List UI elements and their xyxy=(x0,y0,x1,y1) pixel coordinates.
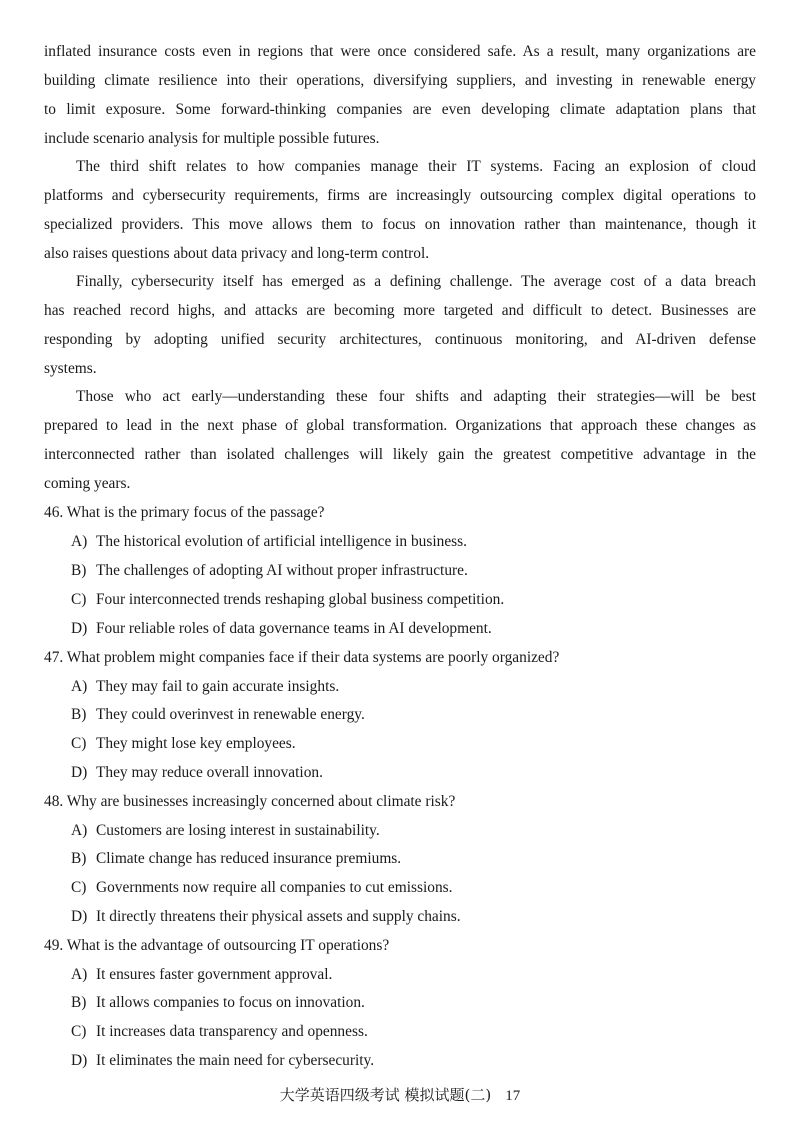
option-text: Four reliable roles of data governance teams in AI development. xyxy=(96,620,492,637)
text-line: interconnected rather than isolated challenges will likely gain the greatest competitive advantage in the xyxy=(44,446,756,463)
option-letter: C) xyxy=(71,735,87,752)
question-48-option-a xyxy=(71,816,761,845)
text-line: to limit exposure. Some forward-thinking companies are even developing climate adaptation plans that xyxy=(44,101,756,118)
text-line: specialized providers. This move allows them to focus on innovation rather than maintenance, though it xyxy=(44,216,756,233)
option-letter: D) xyxy=(71,1052,88,1069)
question-47-option-d xyxy=(71,758,761,787)
option-letter: C) xyxy=(71,1023,87,1040)
option-text: Customers are losing interest in sustainability. xyxy=(96,822,380,839)
text-line: has reached record highs, and attacks are becoming more targeted and difficult to detect. Businesses are xyxy=(44,302,756,319)
question-47-option-a xyxy=(71,672,761,701)
option-letter: B) xyxy=(71,562,87,579)
text-line: Finally, cybersecurity itself has emerged as a defining challenge. The average cost of a data breach xyxy=(76,273,756,290)
option-letter: A) xyxy=(71,533,88,550)
option-text: It eliminates the main need for cybersecurity. xyxy=(96,1052,375,1069)
question-48-stem: 48. Why are businesses increasingly concerned about climate risk? xyxy=(44,793,456,810)
question-46-option-c xyxy=(71,585,761,614)
text-line: include scenario analysis for multiple possible futures. xyxy=(44,130,380,147)
option-text: It increases data transparency and openness. xyxy=(96,1023,368,1040)
question-47-option-c xyxy=(71,729,761,758)
text-line: platforms and cybersecurity requirements, firms are increasingly outsourcing complex digital operations to xyxy=(44,187,756,204)
option-letter: C) xyxy=(71,591,87,608)
question-47-option-b xyxy=(71,700,761,729)
option-text: It ensures faster government approval. xyxy=(96,966,333,983)
option-letter: C) xyxy=(71,879,87,896)
option-text: Climate change has reduced insurance premiums. xyxy=(96,850,402,867)
text-line: coming years. xyxy=(44,475,131,492)
question-49-option-a xyxy=(71,960,761,989)
option-text: It directly threatens their physical assets and supply chains. xyxy=(96,908,461,925)
question-46-option-d xyxy=(71,614,761,643)
option-letter: D) xyxy=(71,764,88,781)
text-line: systems. xyxy=(44,360,97,377)
option-letter: A) xyxy=(71,822,88,839)
option-letter: A) xyxy=(71,966,88,983)
option-text: They might lose key employees. xyxy=(96,735,296,752)
option-letter: D) xyxy=(71,620,88,637)
question-49-stem: 49. What is the advantage of outsourcing IT operations? xyxy=(44,937,390,954)
question-49-option-b xyxy=(71,988,761,1017)
text-line: The third shift relates to how companies manage their IT systems. Facing an explosion of cloud xyxy=(76,158,756,175)
footer-exam-title: 大学英语四级考试 模拟试题(二) xyxy=(279,1086,492,1104)
page-footer xyxy=(0,1081,800,1110)
option-text: They could overinvest in renewable energy. xyxy=(96,706,365,723)
option-letter: B) xyxy=(71,850,87,867)
text-line: responding by adopting unified security architectures, continuous monitoring, and AI-driven defense xyxy=(44,331,756,348)
question-48-option-b xyxy=(71,844,761,873)
question-46-stem: 46. What is the primary focus of the passage? xyxy=(44,504,325,521)
option-text: Four interconnected trends reshaping global business competition. xyxy=(96,591,505,608)
option-letter: D) xyxy=(71,908,88,925)
option-text: They may reduce overall innovation. xyxy=(96,764,323,781)
option-letter: B) xyxy=(71,706,87,723)
question-47-stem: 47. What problem might companies face if their data systems are poorly organized? xyxy=(44,649,560,666)
question-48-option-d xyxy=(71,902,761,931)
passage-paragraph-4 xyxy=(44,382,756,498)
option-text: The historical evolution of artificial intelligence in business. xyxy=(96,533,467,550)
text-line: inflated insurance costs even in regions that were once considered safe. As a result, many organizations are xyxy=(44,43,756,60)
passage-paragraph-1 xyxy=(44,37,756,153)
option-text: It allows companies to focus on innovation. xyxy=(96,994,365,1011)
page-number: 17 xyxy=(505,1088,521,1104)
option-letter: B) xyxy=(71,994,87,1011)
text-line: Those who act early—understanding these four shifts and adapting their strategies—will be best xyxy=(76,388,756,405)
passage-paragraph-2 xyxy=(44,152,756,268)
text-line: building climate resilience into their operations, diversifying suppliers, and investing in renewable energy xyxy=(44,72,756,89)
passage-paragraph-3 xyxy=(44,267,756,383)
question-48-option-c xyxy=(71,873,761,902)
text-line: prepared to lead in the next phase of global transformation. Organizations that approach these changes as xyxy=(44,417,756,434)
question-46-option-a xyxy=(71,527,761,556)
option-text: They may fail to gain accurate insights. xyxy=(96,678,340,695)
option-text: Governments now require all companies to cut emissions. xyxy=(96,879,453,896)
text-line: also raises questions about data privacy and long-term control. xyxy=(44,245,430,262)
question-46-option-b xyxy=(71,556,761,585)
question-49-option-c xyxy=(71,1017,761,1046)
option-text: The challenges of adopting AI without proper infrastructure. xyxy=(96,562,468,579)
option-letter: A) xyxy=(71,678,88,695)
question-49-option-d xyxy=(71,1046,761,1075)
